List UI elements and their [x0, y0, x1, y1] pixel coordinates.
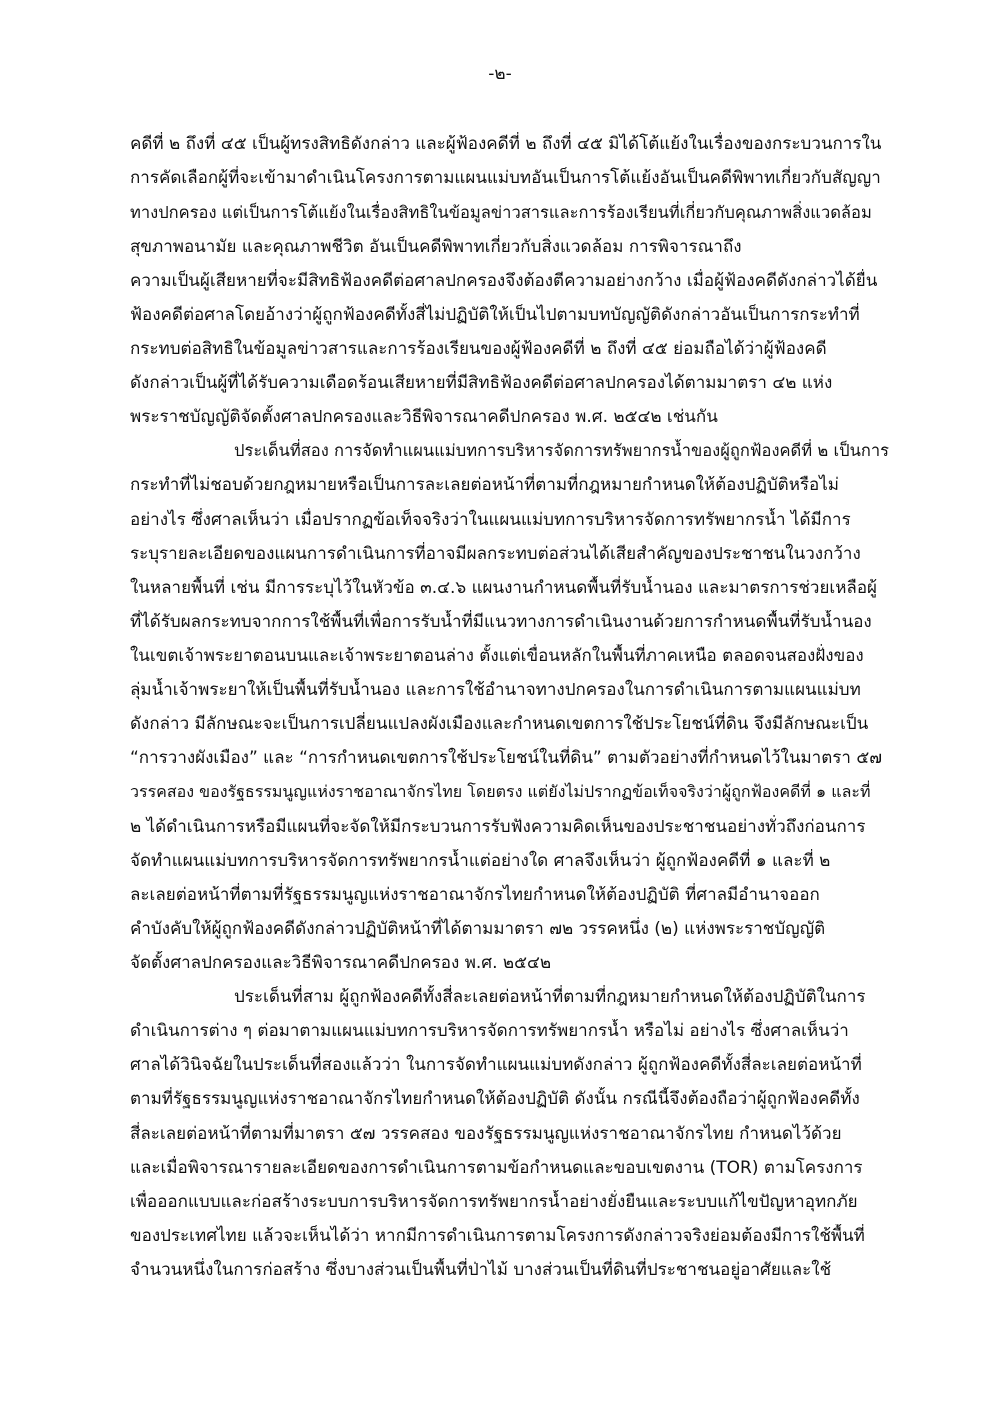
paragraph-line: การคัดเลือกผู้ที่จะเข้ามาดำเนินโครงการตามแผนแม่บทอันเป็นการโต้แย้งอันเป็นคดีพิพาทเกี่ยวกับสัญญา [130, 168, 881, 188]
paragraph-line: ที่ได้รับผลกระทบจากการใช้พื้นที่เพื่อการรับน้ำที่มีแนวทางการดำเนินงานด้วยการกำหนดพื้นที่รับน้ำนอง [130, 612, 872, 632]
paragraph-line: คำบังคับให้ผู้ถูกฟ้องคดีดังกล่าวปฏิบัติหน้าที่ได้ตามมาตรา ๗๒ วรรคหนึ่ง (๒) แห่งพระราชบัญญัติ [130, 919, 826, 939]
paragraph-line: กระทบต่อสิทธิในข้อมูลข่าวสารและการร้องเรียนของผู้ฟ้องคดีที่ ๒ ถึงที่ ๔๕ ย่อมถือได้ว่าผู้ฟ้องคดี [130, 339, 827, 359]
paragraph-line: เพื่อออกแบบและก่อสร้างระบบการบริหารจัดการทรัพยากรน้ำอย่างยั่งยืนและระบบแก้ไขปัญหาอุทกภัย [130, 1192, 858, 1212]
paragraph-line: ในเขตเจ้าพระยาตอนบนและเจ้าพระยาตอนล่าง ตั้งแต่เขื่อนหลักในพื้นที่ภาคเหนือ ตลอดจนสองฝั่งของ [130, 646, 864, 666]
paragraph-line: และเมื่อพิจารณารายละเอียดของการดำเนินการตามข้อกำหนดและขอบเขตงาน (TOR) ตามโครงการ [130, 1158, 863, 1178]
paragraph-line: ลุ่มน้ำเจ้าพระยาให้เป็นพื้นที่รับน้ำนอง และการใช้อำนาจทางปกครองในการดำเนินการตามแผนแม่บท [130, 680, 861, 700]
paragraph-line: อย่างไร ซึ่งศาลเห็นว่า เมื่อปรากฏข้อเท็จจริงว่าในแผนแม่บทการบริหารจัดการทรัพยากรน้ำ ได้มีการ [130, 510, 851, 530]
paragraph-line: ดังกล่าวเป็นผู้ที่ได้รับความเดือดร้อนเสียหายที่มีสิทธิฟ้องคดีต่อศาลปกครองได้ตามมาตรา ๔๒ แห่ง [130, 373, 833, 393]
paragraph-line: ฟ้องคดีต่อศาลโดยอ้างว่าผู้ถูกฟ้องคดีทั้งสี่ไม่ปฏิบัติให้เป็นไปตามบทบัญญัติดังกล่าวอันเป็นการกระทำที่ [130, 305, 860, 325]
paragraph-line: ตามที่รัฐธรรมนูญแห่งราชอาณาจักรไทยกำหนดให้ต้องปฏิบัติ ดังนั้น กรณีนี้จึงต้องถือว่าผู้ถูกฟ้องคดีทั้ง [130, 1089, 860, 1109]
paragraph-line: จัดทำแผนแม่บทการบริหารจัดการทรัพยากรน้ำแต่อย่างใด ศาลจึงเห็นว่า ผู้ถูกฟ้องคดีที่ ๑ และที่ ๒ [130, 851, 831, 871]
paragraph-line: ทางปกครอง แต่เป็นการโต้แย้งในเรื่องสิทธิในข้อมูลข่าวสารและการร้องเรียนที่เกี่ยวกับคุณภาพสิ่งแวดล้อม [130, 203, 872, 222]
paragraph-line: คดีที่ ๒ ถึงที่ ๔๕ เป็นผู้ทรงสิทธิดังกล่าว และผู้ฟ้องคดีที่ ๒ ถึงที่ ๔๕ มิได้โต้แย้งในเรื่องของกระบวนการใน [130, 134, 882, 154]
paragraph-line: ละเลยต่อหน้าที่ตามที่รัฐธรรมนูญแห่งราชอาณาจักรไทยกำหนดให้ต้องปฏิบัติ ที่ศาลมีอำนาจออก [130, 885, 820, 905]
paragraph-line: ความเป็นผู้เสียหายที่จะมีสิทธิฟ้องคดีต่อศาลปกครองจึงต้องตีความอย่างกว้าง เมื่อผู้ฟ้องคดีดังกล่าวได้ยื่น [130, 271, 878, 291]
paragraph-line: สุขภาพอนามัย และคุณภาพชีวิต อันเป็นคดีพิพาทเกี่ยวกับสิ่งแวดล้อม การพิจารณาถึง [130, 237, 742, 257]
paragraph-line: จัดตั้งศาลปกครองและวิธีพิจารณาคดีปกครอง พ.ศ. ๒๕๔๒ [130, 953, 552, 973]
paragraph-line: กระทำที่ไม่ชอบด้วยกฎหมายหรือเป็นการละเลยต่อหน้าที่ตามที่กฎหมายกำหนดให้ต้องปฏิบัติหรือไม่ [130, 475, 840, 495]
paragraph-line: ดำเนินการต่าง ๆ ต่อมาตามแผนแม่บทการบริหารจัดการทรัพยากรน้ำ หรือไม่ อย่างไร ซึ่งศาลเห็นว่า [130, 1021, 849, 1041]
paragraph-line: ประเด็นที่สอง การจัดทำแผนแม่บทการบริหารจัดการทรัพยากรน้ำของผู้ถูกฟ้องคดีที่ ๒ เป็นการ [234, 441, 890, 460]
paragraph-line: สี่ละเลยต่อหน้าที่ตามที่มาตรา ๕๗ วรรคสอง ของรัฐธรรมนูญแห่งราชอาณาจักรไทย กำหนดไว้ด้วย [130, 1124, 842, 1144]
paragraph-line: ศาลได้วินิจฉัยในประเด็นที่สองแล้วว่า ในการจัดทำแผนแม่บทดังกล่าว ผู้ถูกฟ้องคดีทั้งสี่ละเลยต่อหน้าที่ [130, 1055, 862, 1075]
paragraph-line: ดังกล่าว มีลักษณะจะเป็นการเปลี่ยนแปลงผังเมืองและกำหนดเขตการใช้ประโยชน์ที่ดิน จึงมีลักษณะเป็น [130, 714, 869, 734]
paragraph-line: พระราชบัญญัติจัดตั้งศาลปกครองและวิธีพิจารณาคดีปกครอง พ.ศ. ๒๕๔๒ เช่นกัน [130, 407, 718, 427]
paragraph-line: ในหลายพื้นที่ เช่น มีการระบุไว้ในหัวข้อ ๓.๔.๖ แผนงานกำหนดพื้นที่รับน้ำนอง และมาตรการช่วยเหลือผู้ [130, 578, 878, 598]
page-number: -๒- [488, 64, 512, 84]
paragraph-line: จำนวนหนึ่งในการก่อสร้าง ซึ่งบางส่วนเป็นพื้นที่ป่าไม้ บางส่วนเป็นที่ดินที่ประชาชนอยู่อาศัยและใช้ [130, 1260, 832, 1280]
paragraph-line: “การวางผังเมือง” และ “การกำหนดเขตการใช้ประโยชน์ในที่ดิน” ตามตัวอย่างที่กำหนดไว้ในมาตรา ๕๗ [130, 748, 882, 768]
paragraph-line: ประเด็นที่สาม ผู้ถูกฟ้องคดีทั้งสี่ละเลยต่อหน้าที่ตามที่กฎหมายกำหนดให้ต้องปฏิบัติในการ [234, 987, 866, 1007]
paragraph-line: วรรคสอง ของรัฐธรรมนูญแห่งราชอาณาจักรไทย โดยตรง แต่ยังไม่ปรากฏข้อเท็จจริงว่าผู้ถูกฟ้องคดีที่ ๑ และที่ [130, 782, 871, 801]
paragraph-line: ระบุรายละเอียดของแผนการดำเนินการที่อาจมีผลกระทบต่อส่วนได้เสียสำคัญของประชาชนในวงกว้าง [130, 544, 861, 564]
paragraph-line: ๒ ได้ดำเนินการหรือมีแผนที่จะจัดให้มีกระบวนการรับฟังความคิดเห็นของประชาชนอย่างทั่วถึงก่อนการ [130, 817, 866, 837]
paragraph-line: ของประเทศไทย แล้วจะเห็นได้ว่า หากมีการดำเนินการตามโครงการดังกล่าวจริงย่อมต้องมีการใช้พื้นที่ [130, 1226, 865, 1246]
